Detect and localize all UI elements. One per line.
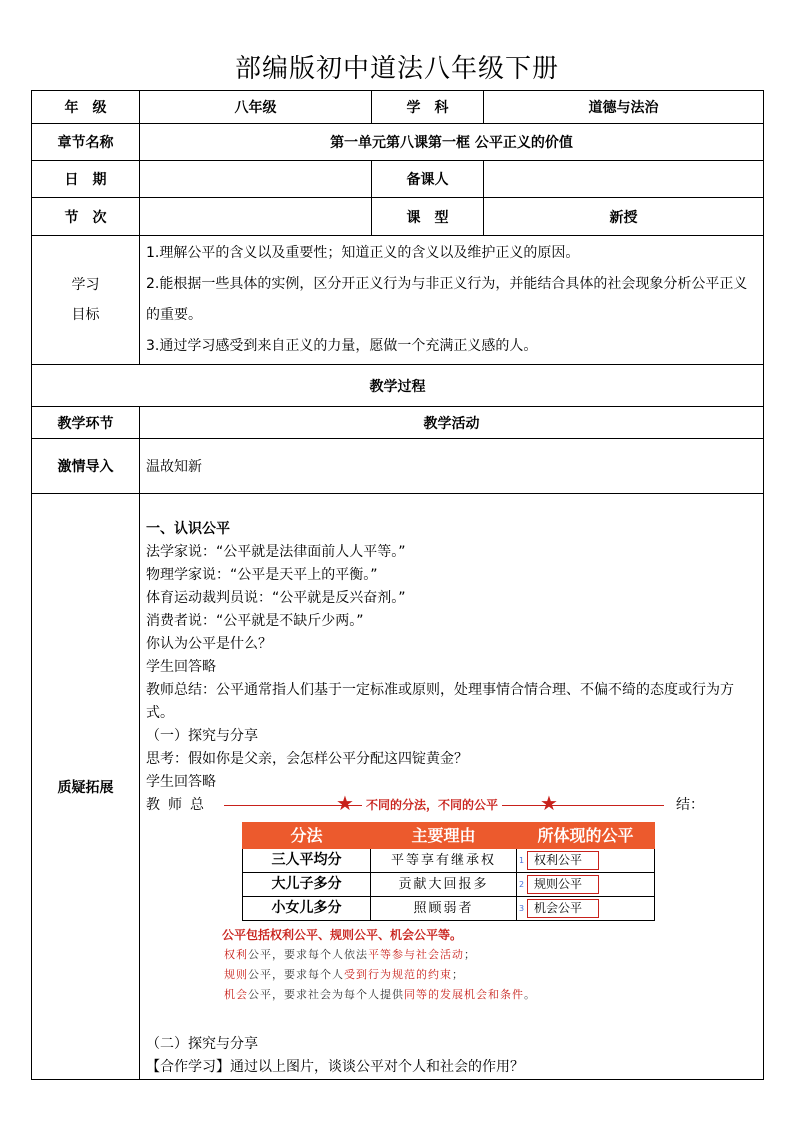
text-line: 教师总结：公平通常指人们基于一定标准或原则，处理事情合情合理、不偏不绮的态度或行为方式。 <box>146 682 734 721</box>
fig-fairness-cell <box>517 873 655 897</box>
banner-title: 不同的分法，不同的公平 <box>362 794 502 817</box>
fig-num: 1 <box>519 856 525 865</box>
fig-note: 权利公平，要求每个人依法平等参与社会活动； <box>224 948 476 961</box>
text-line: 【合作学习】通过以上图片，谈谈公平对个人和社会的作用？ <box>146 1059 524 1075</box>
star-icon: ★ <box>336 791 354 815</box>
activity-header: 教学活动 <box>140 407 764 439</box>
objective-item: 1.理解公平的含义以及重要性；知道正义的含义以及维护正义的原因。 <box>146 245 580 261</box>
date-value <box>140 161 372 198</box>
fig-row <box>243 897 655 921</box>
text-line: 消费者说：“公平就是不缺斤少两。” <box>146 613 364 629</box>
fig-reason: 贡献大回报多 <box>371 873 517 897</box>
fig-fairness-cell <box>517 897 655 921</box>
fig-num: 3 <box>519 904 525 913</box>
fig-row <box>243 849 655 873</box>
stage-header: 教学环节 <box>32 407 140 439</box>
teacher-summary-right: 结： <box>676 797 704 813</box>
fig-note: 机会公平，要求社会为每个人提供同等的发展机会和条件。 <box>224 988 536 1001</box>
type-label: 课 型 <box>372 198 484 236</box>
objectives-list <box>140 236 764 365</box>
fig-row <box>243 873 655 897</box>
process-title: 教学过程 <box>32 365 764 407</box>
fig-fairness-cell <box>517 849 655 873</box>
fig-num: 2 <box>519 880 525 889</box>
text-line: 你认为公平是什么？ <box>146 636 272 652</box>
period-value <box>140 198 372 236</box>
section-heading: 一、认识公平 <box>146 521 230 537</box>
text-line: 物理学家说：“公平是天平上的平衡。” <box>146 567 378 583</box>
date-label: 日 期 <box>32 161 140 198</box>
text-line: （一）探究与分享 <box>146 728 258 744</box>
intro-stage-label: 激情导入 <box>32 439 140 494</box>
text-line: 学生回答略 <box>146 774 216 790</box>
text-line: 体育运动裁判员说：“公平就是反兴奋剂。” <box>146 590 406 606</box>
lesson-plan-table <box>31 90 764 1080</box>
fig-header: 主要理由 <box>371 823 517 849</box>
fig-header: 分法 <box>243 823 371 849</box>
main-activity <box>140 494 764 1080</box>
fig-header: 所体现的公平 <box>517 823 655 849</box>
intro-activity: 温故知新 <box>140 439 764 494</box>
text-line: （二）探究与分享 <box>146 1036 258 1052</box>
objective-item: 2.能根据一些具体的实例，区分开正义行为与非正义行为，并能结合具体的社会现象分析公平正义的重要。 <box>146 276 748 323</box>
star-icon: ★ <box>540 791 558 815</box>
type-value: 新授 <box>484 198 764 236</box>
fig-fairness: 机会公平 <box>527 899 599 918</box>
fig-summary: 公平包括权利公平、规则公平、机会公平等。 <box>222 928 463 942</box>
text-line: 学生回答略 <box>146 659 216 675</box>
chapter-value: 第一单元第八课第一框 公平正义的价值 <box>140 124 764 161</box>
teacher-summary-left: 教师总 <box>146 797 212 813</box>
grade-value: 八年级 <box>140 91 372 124</box>
main-stage-label: 质疑拓展 <box>32 494 140 1080</box>
grade-label: 年 级 <box>32 91 140 124</box>
fig-method: 小女儿多分 <box>243 897 371 921</box>
chapter-label: 章节名称 <box>32 124 140 161</box>
objective-item: 3.通过学习感受到来自正义的力量，愿做一个充满正义感的人。 <box>146 338 538 354</box>
teacher-summary-line <box>146 791 757 818</box>
fairness-figure <box>222 822 654 1005</box>
preparer-value <box>484 161 764 198</box>
fig-method: 三人平均分 <box>243 849 371 873</box>
page-title: 部编版初中道法八年级下册 <box>234 54 559 84</box>
fig-reason: 平等享有继承权 <box>371 849 517 873</box>
subject-label: 学 科 <box>372 91 484 124</box>
text-line: 法学家说：“公平就是法律面前人人平等。” <box>146 544 406 560</box>
text-line: 思考：假如你是父亲，会怎样公平分配这四锭黄金？ <box>146 751 468 767</box>
fig-fairness: 规则公平 <box>527 875 599 894</box>
subject-value: 道德与法治 <box>484 91 764 124</box>
fig-method: 大儿子多分 <box>243 873 371 897</box>
fig-note: 规则公平，要求每个人受到行为规范的约束； <box>224 968 464 981</box>
fairness-table <box>242 822 655 921</box>
fig-reason: 照顾弱者 <box>371 897 517 921</box>
preparer-label: 备课人 <box>372 161 484 198</box>
objectives-label: 学习 目标 <box>32 236 140 365</box>
fig-fairness: 权利公平 <box>527 851 599 870</box>
period-label: 节 次 <box>32 198 140 236</box>
